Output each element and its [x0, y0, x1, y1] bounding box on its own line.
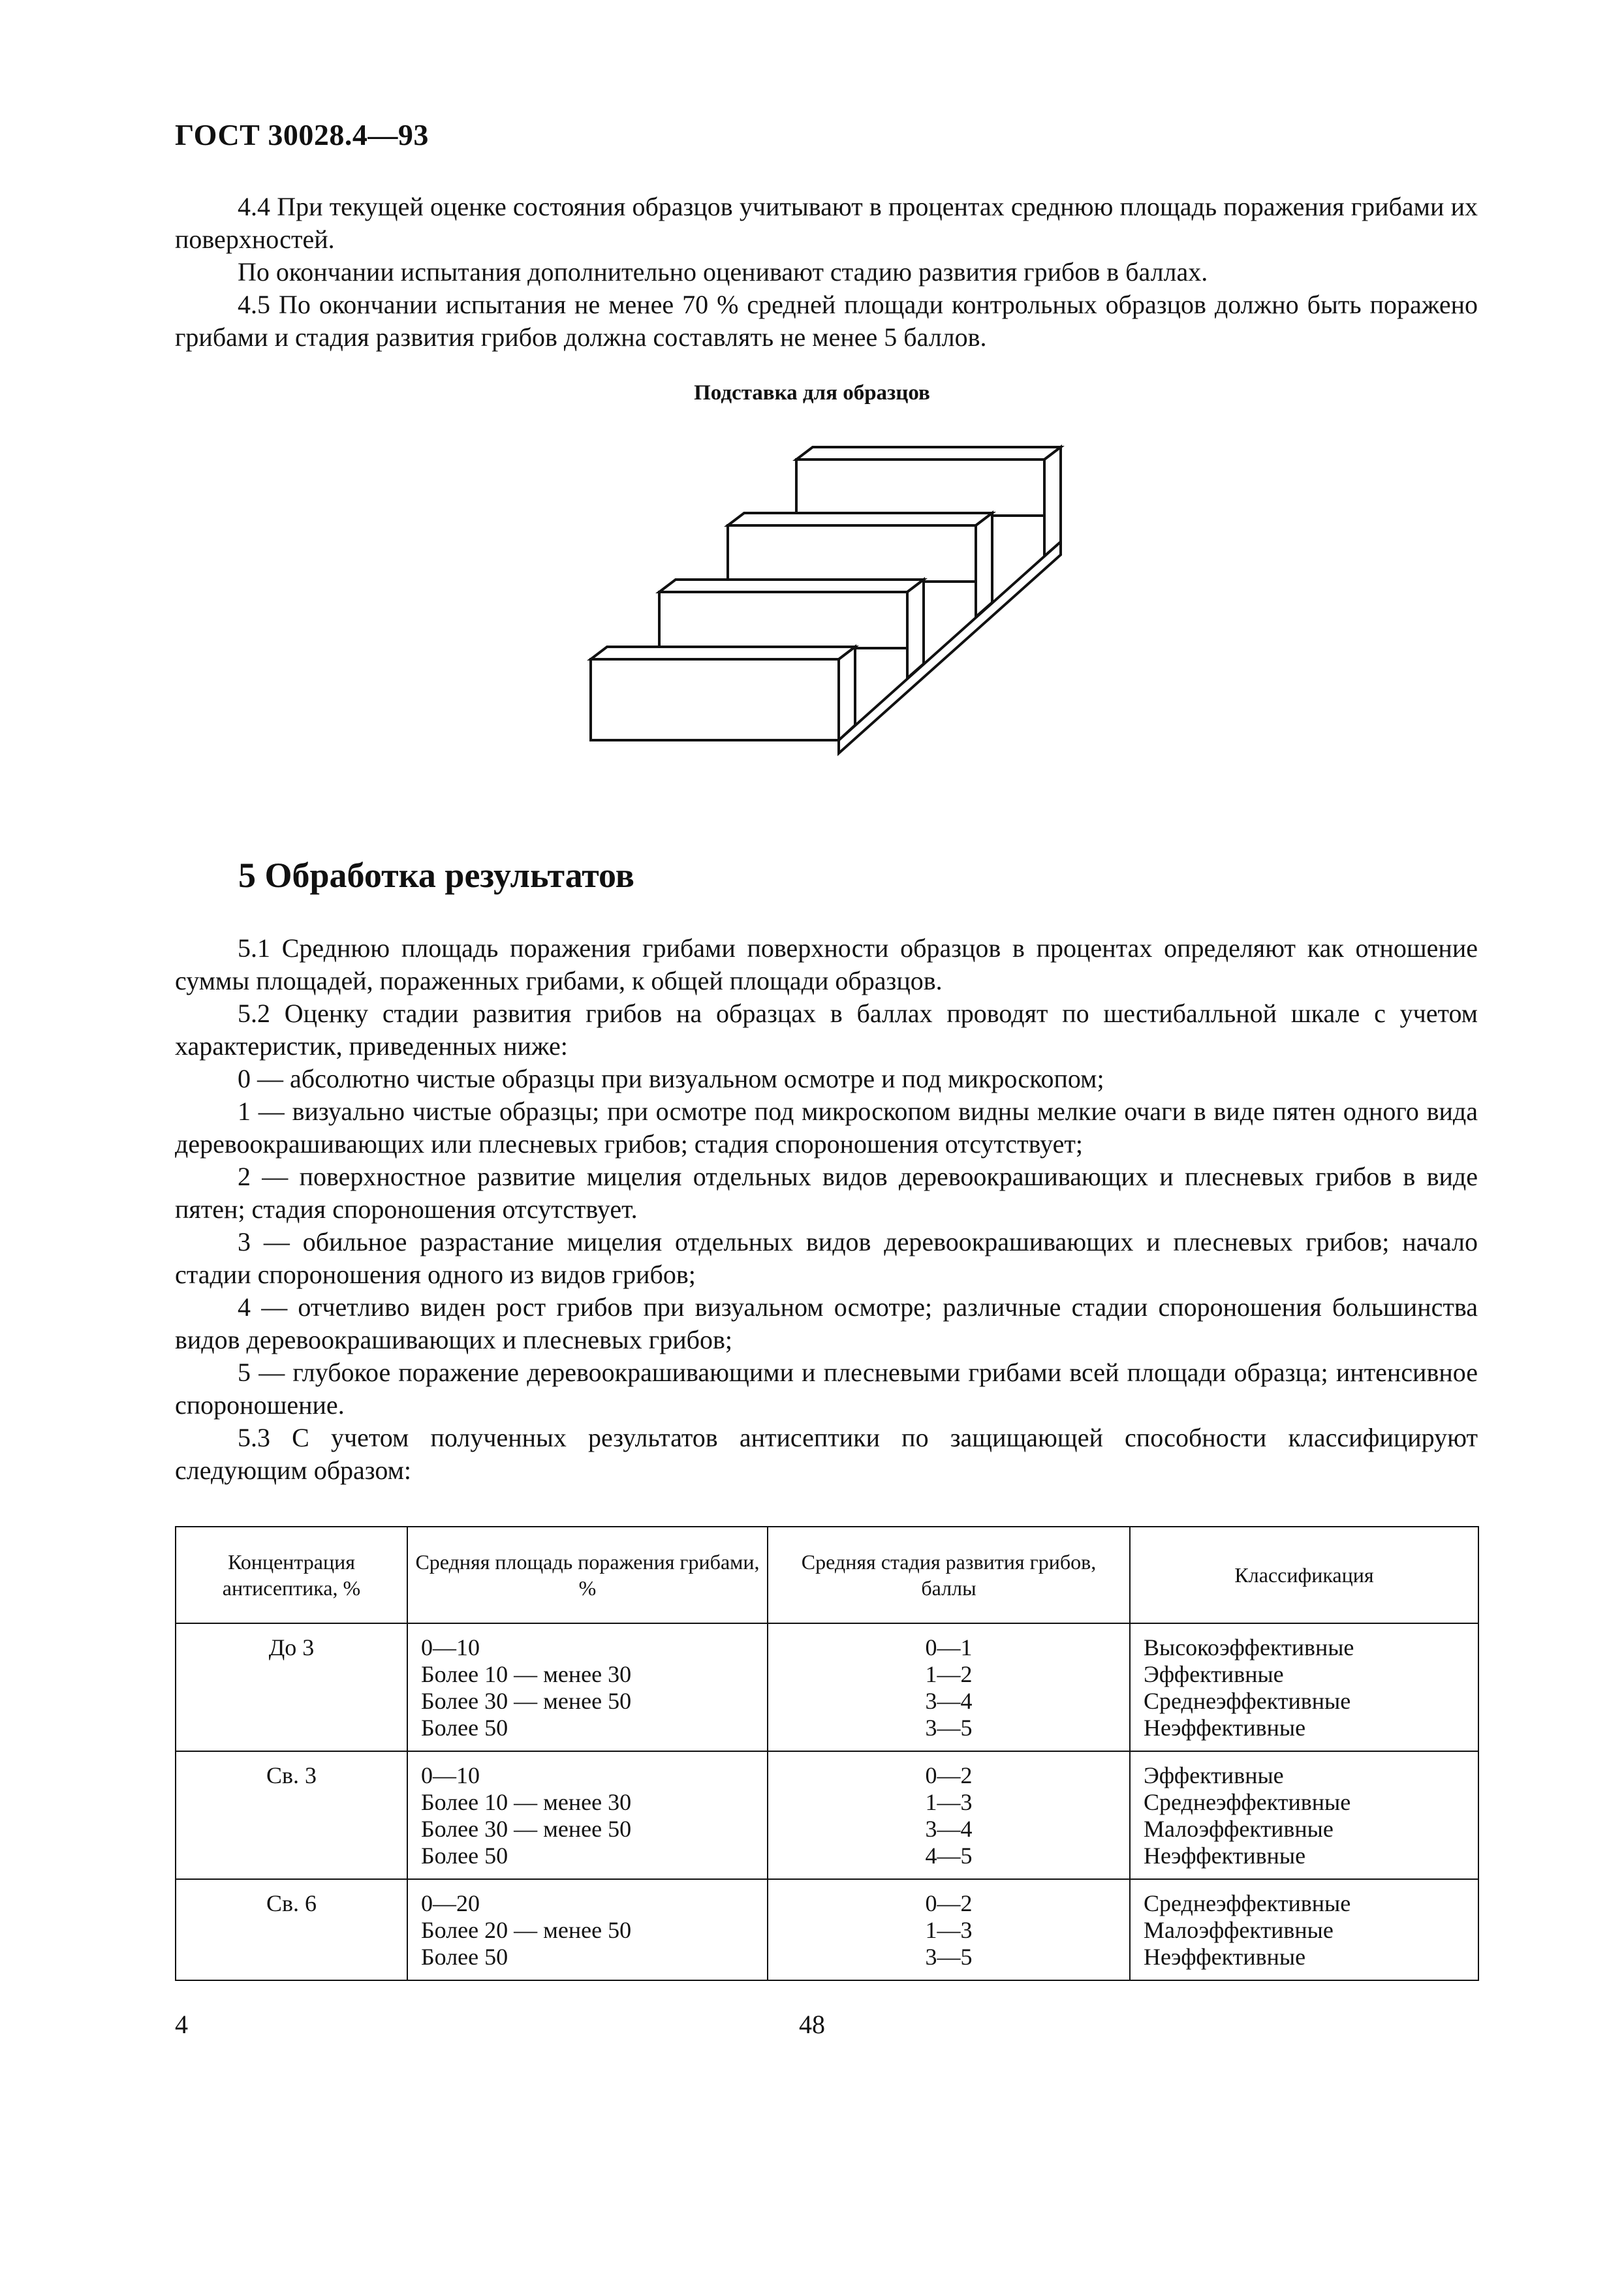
header-area: Средняя площадь поражения грибами, %	[407, 1527, 768, 1623]
cell-area-line: Более 20 — менее 50	[421, 1917, 632, 1943]
cell-area-line: Более 30 — менее 50	[421, 1688, 632, 1714]
cell-stage-line: 0—1	[925, 1634, 973, 1660]
cell-stage	[768, 1879, 1130, 1980]
cell-classification-line: Малоэффективные	[1144, 1917, 1334, 1943]
paragraph-5-1: 5.1 Среднюю площадь поражения грибами поверхности образцов в процентах определяют как отношение суммы площадей, пораженных грибами, к общей площади образцов.	[175, 933, 1478, 995]
scale-item-4: 4 — отчетливо виден рост грибов при визуальном осмотре; различные стадии спороношения большинства видов деревоокрашивающих и плесневых грибов;	[175, 1292, 1478, 1354]
document-id: ГОСТ 30028.4—93	[175, 118, 429, 151]
cell-area-line: Более 50	[421, 1715, 508, 1741]
cell-classification-line: Неэффективные	[1144, 1944, 1306, 1970]
cell-classification-line: Неэффективные	[1144, 1715, 1306, 1741]
cell-area-line: Более 10 — менее 30	[421, 1789, 632, 1815]
cell-stage-line: 0—2	[925, 1890, 973, 1916]
cell-area-line: 0—20	[421, 1890, 480, 1916]
cell-stage-line: 0—2	[925, 1762, 973, 1788]
stand-wall-1	[591, 647, 855, 659]
cell-stage-line: 3—5	[925, 1944, 973, 1970]
section-5-heading: 5 Обработка результатов	[238, 856, 634, 895]
cell-classification-line: Неэффективные	[1144, 1843, 1306, 1869]
cell-concentration: Св. 6	[176, 1879, 407, 1980]
cell-classification-line: Эффективные	[1144, 1762, 1284, 1788]
cell-classification-line: Малоэффективные	[1144, 1816, 1334, 1842]
page-number-center: 48	[799, 2010, 825, 2039]
stand-wall-4	[796, 447, 1061, 460]
section-5-text	[175, 932, 1478, 1487]
table-row	[176, 1623, 1478, 1751]
paragraph-4-5: 4.5 По окончании испытания не менее 70 % средней площади контрольных образцов должно быть поражено грибами и стадия развития грибов должна составлять не менее 5 баллов.	[175, 290, 1478, 352]
cell-stage-line: 1—3	[925, 1789, 973, 1815]
cell-area	[407, 1751, 768, 1879]
cell-stage-line: 3—4	[925, 1688, 973, 1714]
cell-area	[407, 1879, 768, 1980]
cell-area-line: Более 50	[421, 1944, 508, 1970]
stand-wall-3	[728, 513, 992, 525]
cell-stage-line: 1—3	[925, 1917, 973, 1943]
cell-classification	[1130, 1751, 1478, 1879]
page-number-left: 4	[175, 2010, 188, 2039]
paragraph-5-2: 5.2 Оценку стадии развития грибов на образцах в баллах проводят по шестибалльной шкале с учетом характеристик, приведенных ниже:	[175, 999, 1478, 1061]
scale-item-5: 5 — глубокое поражение деревоокрашивающими и плесневыми грибами всей площади образца; интенсивное спороношение.	[175, 1358, 1478, 1420]
classification-table-wrap	[175, 1526, 1478, 1981]
cell-stage-line: 1—2	[925, 1661, 973, 1687]
paragraph-5-3: 5.3 С учетом полученных результатов антисептики по защищающей способности классифицируют следующим образом:	[175, 1423, 1478, 1485]
cell-concentration: До 3	[176, 1623, 407, 1751]
sample-stand-drawing	[574, 444, 1084, 790]
cell-classification-line: Среднеэффективные	[1144, 1890, 1351, 1916]
table-row	[176, 1751, 1478, 1879]
cell-area-line: Более 30 — менее 50	[421, 1816, 632, 1842]
table-header-row	[176, 1527, 1478, 1623]
cell-classification-line: Среднеэффективные	[1144, 1789, 1351, 1815]
cell-classification-line: Эффективные	[1144, 1661, 1284, 1687]
cell-stage	[768, 1751, 1130, 1879]
header-concentration: Концентрация антисептика, %	[176, 1527, 407, 1623]
cell-stage-line: 3—4	[925, 1816, 973, 1842]
cell-classification	[1130, 1879, 1478, 1980]
classification-table	[175, 1526, 1479, 1981]
cell-stage	[768, 1623, 1130, 1751]
section-4-text	[175, 191, 1478, 354]
cell-classification-line: Среднеэффективные	[1144, 1688, 1351, 1714]
cell-area-line: 0—10	[421, 1762, 480, 1788]
scale-item-0: 0 — абсолютно чистые образцы при визуальном осмотре и под микроскопом;	[238, 1064, 1104, 1093]
header-classification: Классификация	[1130, 1527, 1478, 1623]
scale-item-1: 1 — визуально чистые образцы; при осмотре под микроскопом видны мелкие очаги в виде пятен одного вида деревоокрашивающих или плесневых грибов; стадия спороношения отсутствует;	[175, 1097, 1478, 1159]
cell-classification	[1130, 1623, 1478, 1751]
cell-classification-line: Высокоэффективные	[1144, 1634, 1354, 1660]
cell-stage-line: 3—5	[925, 1715, 973, 1741]
paragraph-4-4-continued: По окончании испытания дополнительно оценивают стадию развития грибов в баллах.	[238, 257, 1208, 287]
table-body	[176, 1623, 1478, 1980]
cell-area-line: Более 50	[421, 1843, 508, 1869]
cell-concentration: Св. 3	[176, 1751, 407, 1879]
table-row	[176, 1879, 1478, 1980]
stand-wall-2	[659, 580, 924, 592]
cell-area-line: Более 10 — менее 30	[421, 1661, 632, 1687]
paragraph-4-4: 4.4 При текущей оценке состояния образцов учитывают в процентах среднюю площадь поражения грибами их поверхностей.	[175, 192, 1478, 254]
cell-area-line: 0—10	[421, 1634, 480, 1660]
cell-area	[407, 1623, 768, 1751]
scale-item-2: 2 — поверхностное развитие мицелия отдельных видов деревоокрашивающих и плесневых грибов в виде пятен; стадия спороношения отсутствует.	[175, 1162, 1478, 1224]
figure-caption: Подставка для образцов	[694, 381, 930, 405]
cell-stage-line: 4—5	[925, 1843, 973, 1869]
header-stage: Средняя стадия развития грибов, баллы	[768, 1527, 1130, 1623]
scale-item-3: 3 — обильное разрастание мицелия отдельных видов деревоокрашивающих и плесневых грибов; начало стадии спороношения одного из видов грибов;	[175, 1227, 1478, 1289]
